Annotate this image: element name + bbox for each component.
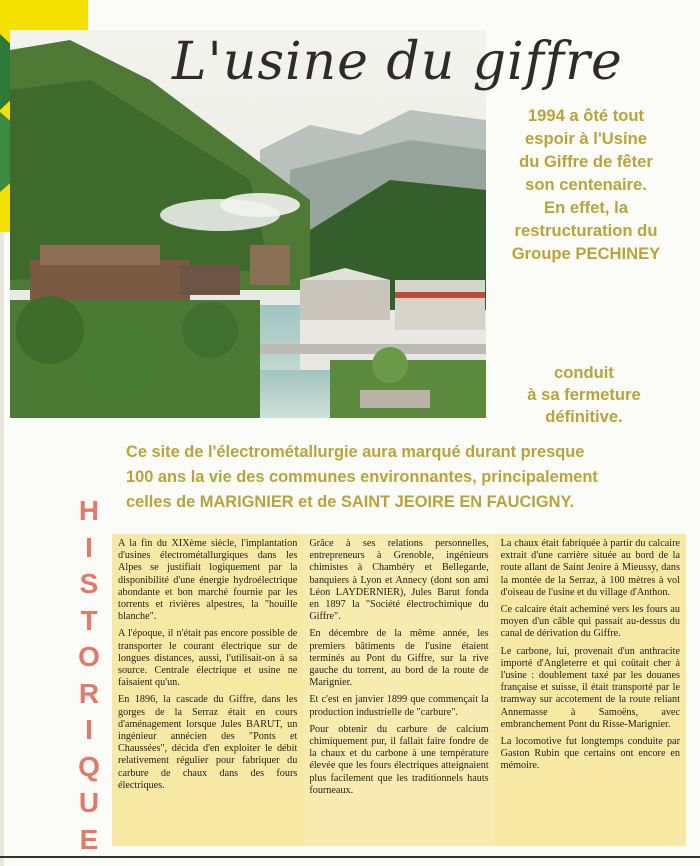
intro-line: restructuration du xyxy=(514,221,658,240)
intro-line: espoir à l'Usine xyxy=(525,129,647,148)
lead-line: 100 ans la vie des communes environnantes, principalement xyxy=(126,468,598,486)
closing-line: à sa fermeture xyxy=(527,385,641,404)
paragraph: La locomotive fut longtemps conduite par Gaston Rubin que certains ont encore en mémoire. xyxy=(500,736,680,772)
text-column-1 xyxy=(112,534,303,846)
heading-letter: S xyxy=(79,568,99,599)
heading-letter: H xyxy=(78,495,100,526)
text-column-2 xyxy=(303,534,494,846)
lead-line: celles de MARIGNIER et de SAINT JEOIRE EN FAUCIGNY. xyxy=(126,493,575,511)
heading-letter: R xyxy=(78,677,100,709)
footer-rule xyxy=(0,856,700,858)
paragraph: Le carbone, lui, provenait d'un anthracite importé d'Angleterre et qui coûtait cher à l'usine : doublement taxé par les douanes française et suisse, il était transporté par le tramway sur accotement de la route reliant Annemasse à Samoëns, avec embranchement Pont du Risse-Marignier. xyxy=(500,645,680,730)
paragraph: En 1896, la cascade du Giffre, dans les gorges de la Serraz était en cours d'aménagement lorsque Jules BARUT, un ingénieur annécien des "Ponts et Chaussées", décida d'en exploiter le débit relativement régulier pour fabriquer du carbure de chaux dans des fours électriques. xyxy=(118,694,298,791)
history-text-box xyxy=(112,534,686,846)
heading-letter: O xyxy=(78,641,100,672)
intro-line: du Giffre de fêter xyxy=(519,152,653,171)
intro-line: Groupe PECHINEY xyxy=(511,244,661,263)
paragraph: Ce calcaire était acheminé vers les fours au moyen d'un câble qui passait au-dessus du canal de dérivation du Giffre. xyxy=(500,604,680,640)
page-edge xyxy=(0,232,4,866)
closing-text xyxy=(494,362,674,428)
historique-vertical-heading xyxy=(64,493,114,858)
intro-line: En effet, la xyxy=(544,198,628,217)
heading-letter: Q xyxy=(78,750,100,782)
text-column-3 xyxy=(495,534,686,846)
paragraph: Et c'est en janvier 1899 que commençait la production industrielle de "carbure". xyxy=(309,694,489,718)
heading-letter: E xyxy=(79,823,99,855)
paragraph: A l'époque, il n'était pas encore possible de transporter le courant électrique sur de longues distances, aussi, l'utilisait-on à sa source. Centrale électrique et usine ne faisaient qu'un. xyxy=(118,628,298,689)
lead-paragraph xyxy=(126,440,686,515)
closing-line: conduit xyxy=(554,363,614,382)
paragraph: A la fin du XIXème siècle, l'implantation d'usines électrométallurgiques dans les Alpes se justifiait logiquement par la disponibilité d'une énergie hydroélectrique abondante et bon marché fournie par les torrents et rivières alpestres, la "houille blanche". xyxy=(118,538,298,623)
paragraph: Grâce à ses relations personnelles, entrepreneurs à Grenoble, ingénieurs chimistes à Chambéry et Bellegarde, banquiers à Lyon et Annecy (dont son ami Léon LAYDERNIER), Jules Barut fonda en 1897 la "Société électrochimique du Giffre". xyxy=(309,538,489,623)
heading-letter: I xyxy=(85,714,93,745)
page-title: L'usine du giffre xyxy=(172,32,623,92)
paragraph: En décembre de la même année, les premiers bâtiments de l'usine étaient terminés au Pont du Giffre, sur la rive gauche du torrent, au bord de la route de Marignier. xyxy=(309,628,489,689)
heading-letter: I xyxy=(85,531,93,563)
intro-text xyxy=(488,104,684,265)
intro-line: 1994 a ôté tout xyxy=(527,106,645,125)
paragraph: Pour obtenir du carbure de calcium chimiquement pur, il fallait faire fondre de la chaux et du carbone à une température élevée que les fours électriques atteignaient plus facilement que les traditionnels hauts fourneaux. xyxy=(309,723,489,796)
heading-letter: U xyxy=(78,787,100,818)
intro-line: son centenaire. xyxy=(525,175,647,194)
lead-line: Ce site de l'électrométallurgie aura marqué durant presque xyxy=(126,443,585,461)
closing-line: définitive. xyxy=(545,407,623,426)
heading-letter: T xyxy=(80,604,98,636)
paragraph: La chaux était fabriquée à partir du calcaire extrait d'une carrière située au bord de la route allant de Saint Jeoire à Mieussy, dans la montée de la Serraz, à 100 mètres à vol d'oiseau de l'usine et du village d'Anthon. xyxy=(500,538,680,598)
